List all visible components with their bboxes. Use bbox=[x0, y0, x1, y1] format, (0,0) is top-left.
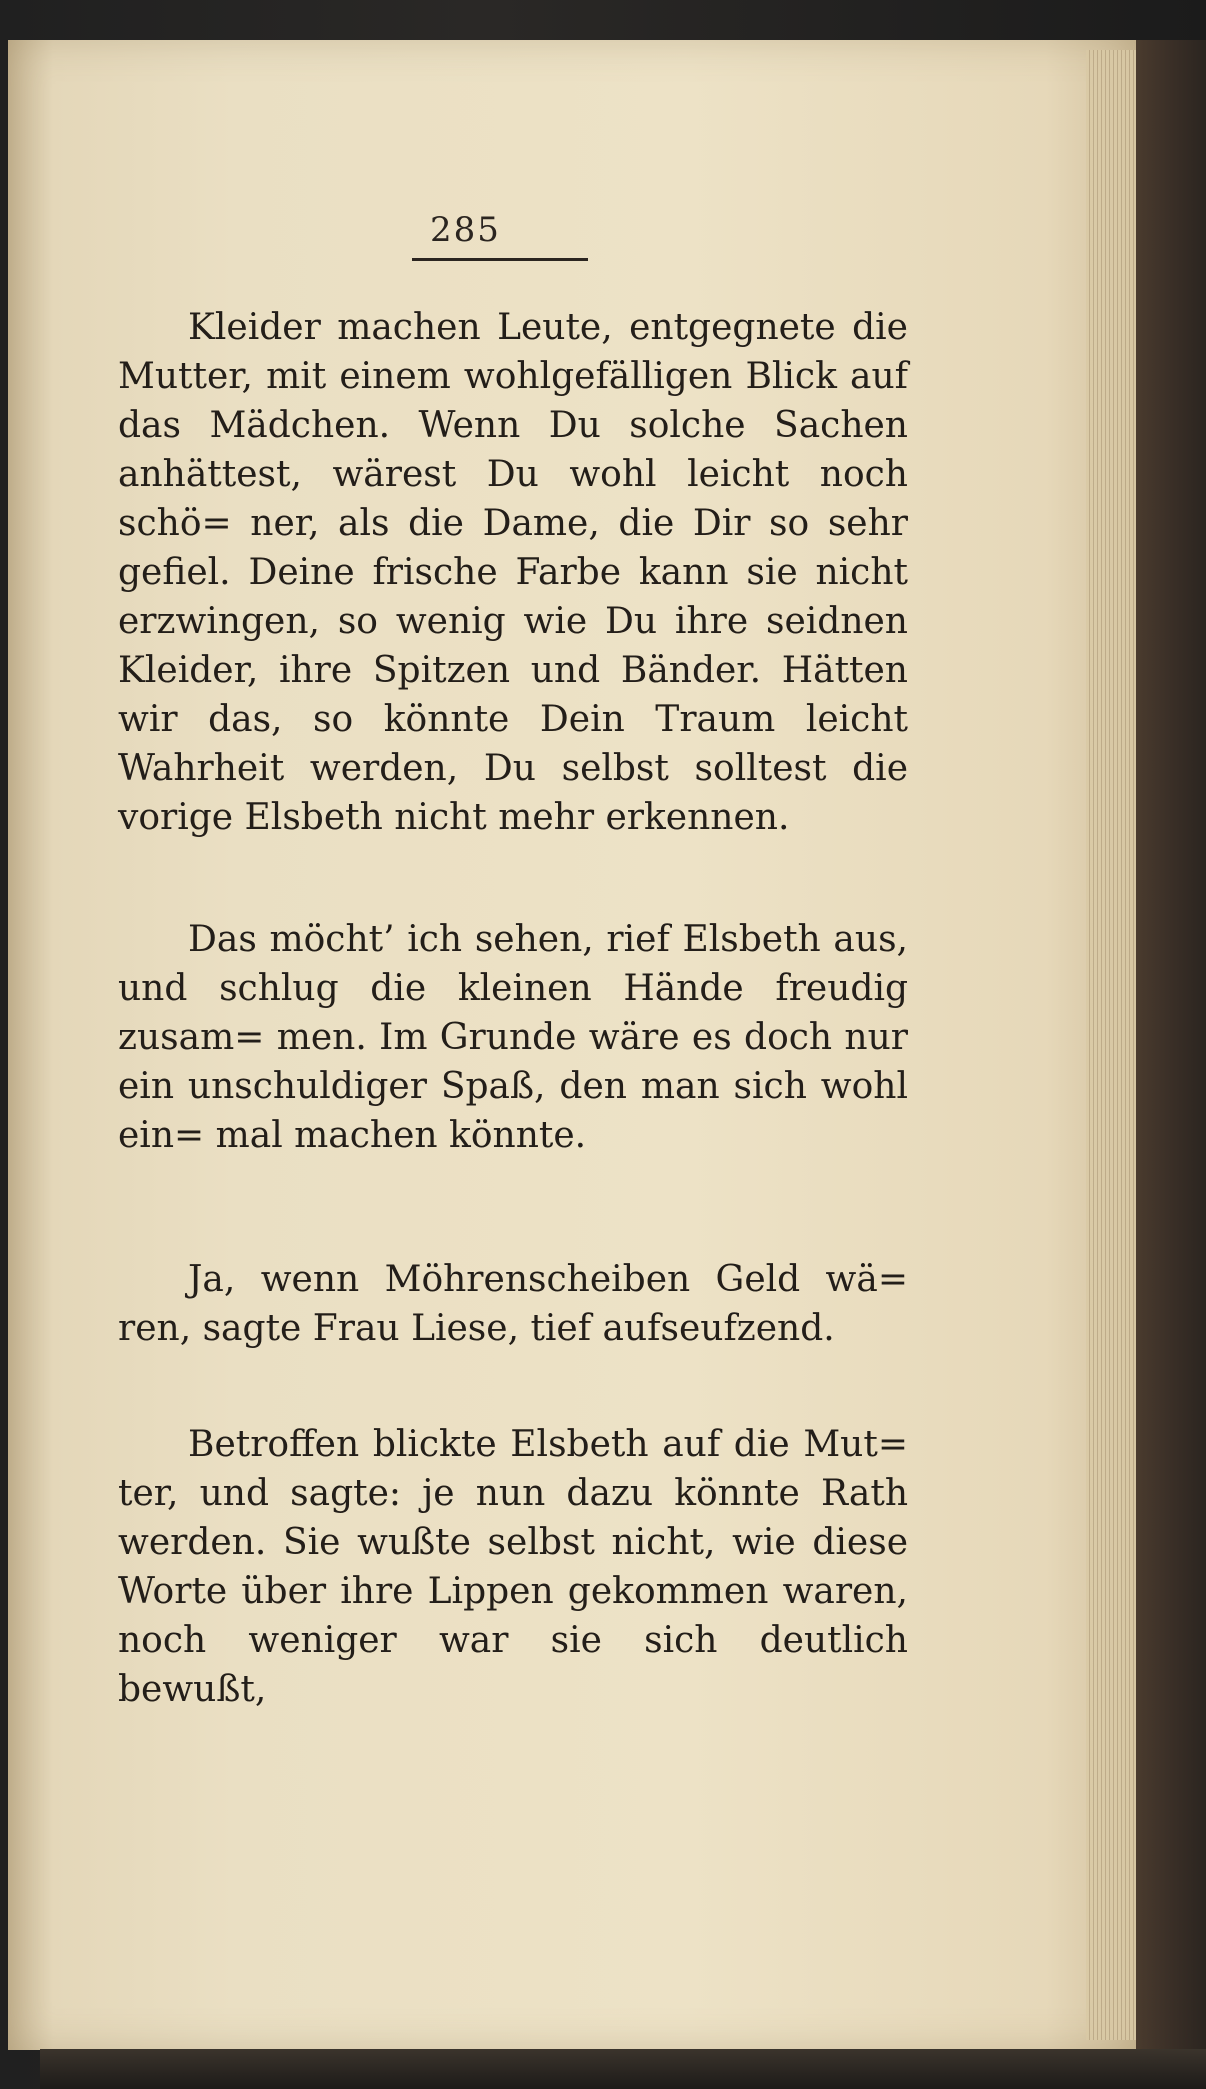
page-edges bbox=[1086, 50, 1136, 2040]
paragraph-3: Ja, wenn Möhrenscheiben Geld wä= ren, sagte Frau Liese, tief aufseufzend. bbox=[118, 1259, 908, 1349]
book-cover-edge bbox=[1136, 40, 1206, 2089]
paragraph-4: Betroffen blickte Elsbeth auf die Mut= ter, und sagte: je nun dazu könnte Rath werden. Sie wußte selbst nicht, wie diese Worte über ihre Lippen gekommen waren, noch weniger war sie sich deutlich bewußt, bbox=[118, 1424, 908, 1710]
bottom-shadow bbox=[40, 2049, 1206, 2089]
page-number: 285 bbox=[430, 210, 501, 250]
paragraph-2: Das möcht’ ich sehen, rief Elsbeth aus, und schlug die kleinen Hände freudig zusam= men. Im Grunde wäre es doch nur ein unschuldiger Spaß, den man sich wohl ein= mal machen könnte. bbox=[118, 919, 908, 1156]
header-rule bbox=[412, 258, 588, 261]
paragraph-1: Kleider machen Leute, entgegnete die Mutter, mit einem wohlgefälligen Blick auf das Mädchen. Wenn Du solche Sachen anhättest, wärest Du wohl leicht noch schö= ner, als die Dame, die Dir so sehr gefiel. Deine frische Farbe kann sie nicht erzwingen, so wenig wie Du ihre seidnen Kleider, ihre Spitzen und Bänder. Hätten wir das, so könnte Dein Traum leicht Wahrheit werden, Du selbst solltest die vorige Elsbeth nicht mehr erkennen. bbox=[118, 307, 908, 838]
